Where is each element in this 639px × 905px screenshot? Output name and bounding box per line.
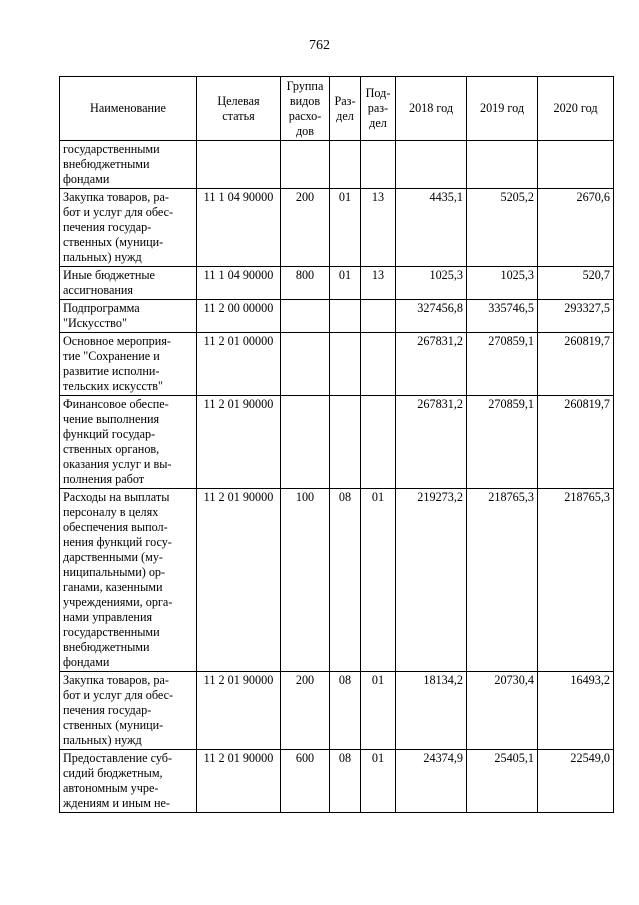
- row-2018-cell: 219273,2: [396, 489, 467, 672]
- table-row: [60, 750, 614, 813]
- row-code-cell: 11 2 00 00000: [197, 300, 281, 333]
- row-2018-cell: 18134,2: [396, 672, 467, 750]
- header-section: Раз- дел: [330, 77, 361, 141]
- row-group-cell: 200: [281, 189, 330, 267]
- header-expense-group: Группа видов расхо- дов: [281, 77, 330, 141]
- header-2020: 2020 год: [538, 77, 614, 141]
- row-2020-cell: [538, 141, 614, 189]
- table-row: [60, 300, 614, 333]
- table-row: [60, 189, 614, 267]
- row-name-cell: Подпрограмма "Искусство": [60, 300, 197, 333]
- row-subsection-cell: [361, 141, 396, 189]
- row-2019-cell: 20730,4: [467, 672, 538, 750]
- row-group-cell: [281, 333, 330, 396]
- row-2018-cell: 327456,8: [396, 300, 467, 333]
- row-2018-cell: 267831,2: [396, 396, 467, 489]
- row-2020-cell: 16493,2: [538, 672, 614, 750]
- row-section-cell: 01: [330, 189, 361, 267]
- row-section-cell: 01: [330, 267, 361, 300]
- row-2019-cell: 270859,1: [467, 333, 538, 396]
- row-section-cell: [330, 141, 361, 189]
- row-code-cell: 11 2 01 90000: [197, 396, 281, 489]
- row-name-cell: Расходы на выплаты персоналу в целях обеспечения выпол- нения функций госу- дарственными (му- ниципальными) ор- ганами, казенными учреждениями, орга- нами управления государственными внебюджетными фондами: [60, 489, 197, 672]
- row-group-cell: [281, 141, 330, 189]
- row-group-cell: 800: [281, 267, 330, 300]
- row-code-cell: 11 2 01 00000: [197, 333, 281, 396]
- row-name-cell: Иные бюджетные ассигнования: [60, 267, 197, 300]
- row-name-cell: государственными внебюджетными фондами: [60, 141, 197, 189]
- row-code-cell: [197, 141, 281, 189]
- row-2020-cell: 260819,7: [538, 396, 614, 489]
- budget-table: [59, 76, 614, 813]
- row-code-cell: 11 2 01 90000: [197, 750, 281, 813]
- row-2019-cell: 25405,1: [467, 750, 538, 813]
- row-2019-cell: 270859,1: [467, 396, 538, 489]
- header-2019: 2019 год: [467, 77, 538, 141]
- header-subsection: Под- раз- дел: [361, 77, 396, 141]
- row-subsection-cell: [361, 396, 396, 489]
- table-row: [60, 489, 614, 672]
- row-section-cell: 08: [330, 750, 361, 813]
- row-group-cell: [281, 396, 330, 489]
- row-subsection-cell: 01: [361, 489, 396, 672]
- row-2018-cell: 267831,2: [396, 333, 467, 396]
- row-section-cell: [330, 396, 361, 489]
- table-row: [60, 141, 614, 189]
- row-2018-cell: 4435,1: [396, 189, 467, 267]
- header-target-article: Целевая статья: [197, 77, 281, 141]
- row-code-cell: 11 1 04 90000: [197, 189, 281, 267]
- row-2019-cell: [467, 141, 538, 189]
- row-2020-cell: 520,7: [538, 267, 614, 300]
- row-section-cell: [330, 300, 361, 333]
- page-number: 762: [309, 38, 330, 53]
- table-row: [60, 267, 614, 300]
- row-2019-cell: 1025,3: [467, 267, 538, 300]
- row-subsection-cell: 01: [361, 672, 396, 750]
- header-name: Наименование: [60, 77, 197, 141]
- row-code-cell: 11 2 01 90000: [197, 489, 281, 672]
- row-section-cell: 08: [330, 672, 361, 750]
- row-2020-cell: 260819,7: [538, 333, 614, 396]
- row-section-cell: [330, 333, 361, 396]
- row-name-cell: Закупка товаров, ра- бот и услуг для обес- печения государ- ственных (муници- пальных) нужд: [60, 189, 197, 267]
- row-2020-cell: 293327,5: [538, 300, 614, 333]
- table-row: [60, 396, 614, 489]
- row-subsection-cell: 01: [361, 750, 396, 813]
- row-group-cell: 100: [281, 489, 330, 672]
- row-name-cell: Финансовое обеспе- чение выполнения функций государ- ственных органов, оказания услуг и вы- полнения работ: [60, 396, 197, 489]
- row-subsection-cell: [361, 300, 396, 333]
- row-2019-cell: 218765,3: [467, 489, 538, 672]
- row-2018-cell: [396, 141, 467, 189]
- row-name-cell: Закупка товаров, ра- бот и услуг для обес- печения государ- ственных (муници- пальных) нужд: [60, 672, 197, 750]
- header-2018: 2018 год: [396, 77, 467, 141]
- row-2019-cell: 5205,2: [467, 189, 538, 267]
- table-row: [60, 333, 614, 396]
- row-group-cell: 200: [281, 672, 330, 750]
- row-subsection-cell: 13: [361, 189, 396, 267]
- row-2018-cell: 24374,9: [396, 750, 467, 813]
- row-group-cell: [281, 300, 330, 333]
- row-2019-cell: 335746,5: [467, 300, 538, 333]
- row-subsection-cell: 13: [361, 267, 396, 300]
- row-subsection-cell: [361, 333, 396, 396]
- row-2018-cell: 1025,3: [396, 267, 467, 300]
- row-name-cell: Предоставление суб- сидий бюджетным, автономным учре- ждениям и иным не-: [60, 750, 197, 813]
- row-code-cell: 11 1 04 90000: [197, 267, 281, 300]
- row-section-cell: 08: [330, 489, 361, 672]
- row-name-cell: Основное мероприя- тие "Сохранение и развитие исполни- тельских искусств": [60, 333, 197, 396]
- row-code-cell: 11 2 01 90000: [197, 672, 281, 750]
- header-row: [60, 77, 614, 141]
- table-row: [60, 672, 614, 750]
- row-group-cell: 600: [281, 750, 330, 813]
- row-2020-cell: 2670,6: [538, 189, 614, 267]
- row-2020-cell: 22549,0: [538, 750, 614, 813]
- row-2020-cell: 218765,3: [538, 489, 614, 672]
